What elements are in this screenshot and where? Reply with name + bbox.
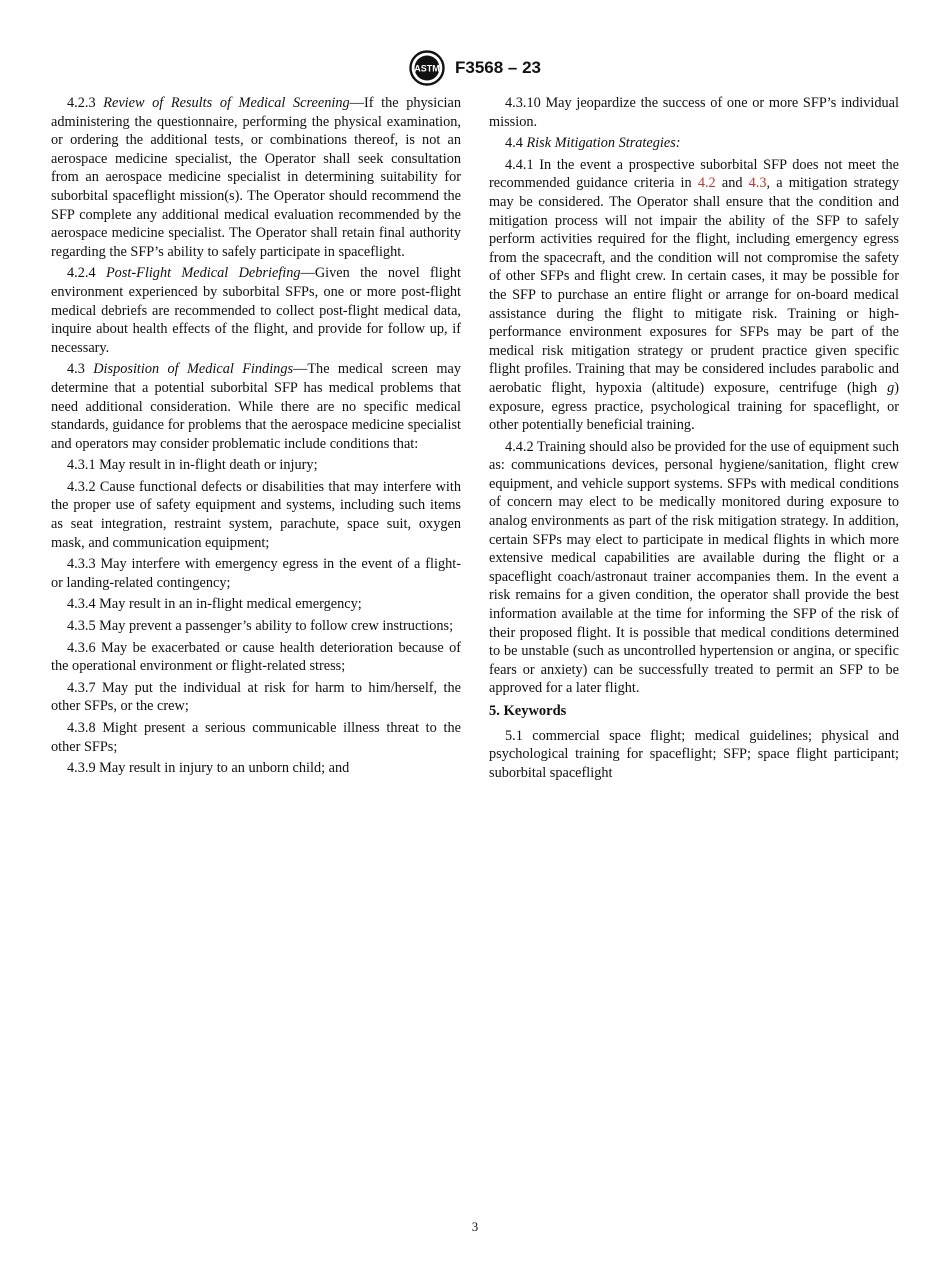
section-4-2-3 xyxy=(51,94,461,261)
section-text: , a mitigation strategy may be considered. The Operator shall ensure that the condition and mitigation process will not impair the ability of the SFP to safely perform activities required for the flight, including emergency egress from the spacecraft, and the condition will not compromise the safety of other SFPs and flight crew. In certain cases, it may be possible for the SFP to purchase an entire flight or arrange for on-board medical assistance during the flight to mitigate risk. Training or high-performance environment exposures for SFPs may be part of the medical risk mitigation strategy or prudent practice given specific flight profiles. Training that may be considered includes parabolic and aerobatic flight, hypoxia (altitude) exposure, centrifuge (high xyxy=(489,175,899,396)
section-4-4-2: 4.4.2 Training should also be provided for the use of equipment such as: communications devices, personal hygiene/sanitation, flight crew equipment, and vehicle support systems. SFPs with medical conditions of concern may elect to be medically monitored during exposure to analog environments as part of the risk mitigation strategy. In addition, certain SFPs may elect to participate in medical flights in which more extensive medical capabilities are available during the flight or a spaceflight coach/astronaut trainer accompanies them. In the event a risk remains for a given condition, the operator shall provide the best information available at the time for informing the SFP of the risk of their proposed flight. It is possible that medical conditions determined to be unstable (such as uncontrolled hypertension or angina, or specific fears or anxiety) can be successfully treated to permit an SFP to be approved for a later flight. xyxy=(489,438,899,697)
section-text: ) exposure, egress practice, psychological training for spaceflight, or other potentially beneficial training. xyxy=(489,379,899,434)
keywords-heading: 5. Keywords xyxy=(489,703,567,719)
list-item: 4.3.3 May interfere with emergency egress in the event of a flight- or landing-related contingency; xyxy=(51,556,461,591)
list-item: 4.3.9 May result in injury to an unborn child; and xyxy=(67,760,350,777)
list-item: 4.3.10 May jeopardize the success of one or more SFP’s individual mission. xyxy=(489,95,899,130)
list-item: 4.3.8 Might present a serious communicable illness threat to the other SFPs; xyxy=(51,720,461,755)
list-item: 4.3.1 May result in in-flight death or injury; xyxy=(67,457,318,474)
list-item: 4.3.4 May result in an in-flight medical emergency; xyxy=(67,596,362,613)
page-header xyxy=(0,50,950,86)
right-column xyxy=(489,94,899,785)
left-column xyxy=(51,94,461,781)
section-4-3 xyxy=(51,360,461,453)
astm-logo-icon xyxy=(409,50,445,86)
section-5-1: 5.1 commercial space flight; medical guidelines; physical and psychological training for spaceflight; SFP; space flight participant; suborbital spaceflight xyxy=(489,727,899,781)
list-item: 4.3.5 May prevent a passenger’s ability to follow crew instructions; xyxy=(67,618,454,635)
section-number: 4.2.3 xyxy=(67,95,104,111)
svg-text:ASTM: ASTM xyxy=(414,63,440,74)
list-item: 4.3.6 May be exacerbated or cause health deterioration because of the operational environment or flight-related stress; xyxy=(51,639,461,675)
g-symbol: g xyxy=(887,379,895,396)
xref-4-2-link[interactable]: 4.2 xyxy=(697,175,716,192)
section-title: Post-Flight Medical Debriefing xyxy=(105,265,301,282)
section-4-2-4 xyxy=(51,264,461,357)
section-number: 4.3 xyxy=(67,361,94,378)
section-title: Review of Results of Medical Screening xyxy=(103,95,350,111)
section-number: 4.4 xyxy=(505,135,527,152)
section-text: —If the physician administering the questionnaire, performing the physical examination, or ordering the additional tests, or combinations thereof, is not an aerospace medicine specialist, the Operator shall seek consultation from an aerospace medicine specialist in determining suitability for suborbital spaceflight mission(s). The Operator should recommend the SFP complete any additional medical evaluation recommended by the aerospace medicine specialist. The Operator shall retain final authority regarding the SFP’s ability to safely participate in spaceflight. xyxy=(51,95,462,260)
xref-4-3-link[interactable]: 4.3 xyxy=(748,175,767,192)
section-text: 4.4.1 In the event a prospective suborbital SFP does not meet the recommended guidance criteria in xyxy=(489,156,899,192)
page-number: 3 xyxy=(471,1219,479,1234)
section-title: Risk Mitigation Strategies: xyxy=(526,135,681,152)
section-text: and xyxy=(715,175,749,192)
section-text: —The medical screen may determine that a potential suborbital SFP has medical problems that need additional consideration. While there are no specific medical standards, guidance for problems that the aerospace medicine specialist and operators may consider problematic include conditions that: xyxy=(51,361,461,452)
section-number: 4.2.4 xyxy=(67,265,106,282)
standard-designation: F3568 – 23 xyxy=(454,58,541,77)
list-item: 4.3.2 Cause functional defects or disabilities that may interfere with the proper use of safety equipment and systems, including such items as seat integration, restraint system, parachute, space suit, oxygen mask, and communication equipment; xyxy=(51,478,461,551)
section-4-4 xyxy=(489,134,899,153)
section-text: —Given the novel flight environment experienced by suborbital SFPs, one or more post-flight medical debriefs are recommended to collect post-flight medical data, inquire about health effects of the flight, and provide for follow up, if necessary. xyxy=(51,265,461,356)
section-4-4-1 xyxy=(489,156,899,435)
section-title: Disposition of Medical Findings xyxy=(93,361,294,378)
list-item: 4.3.7 May put the individual at risk for harm to him/herself, the other SFPs, or the crew; xyxy=(51,679,461,715)
